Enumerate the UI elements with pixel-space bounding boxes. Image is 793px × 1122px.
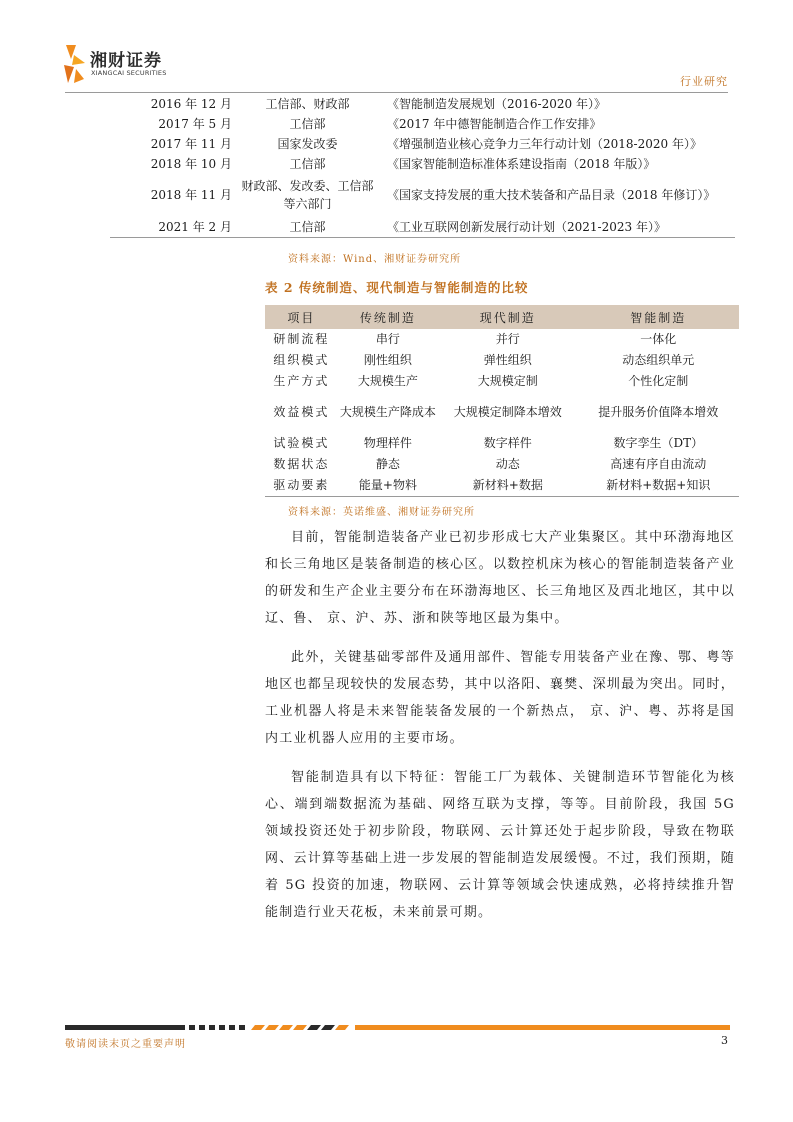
cell-doc: 《增强制造业核心竞争力三年行动计划（2018-2020 年）》 xyxy=(387,137,702,151)
cell-doc: 《国家智能制造标准体系建设指南（2018 年版）》 xyxy=(387,157,656,171)
table2-source: 资料来源：英诺维盛、湘财证券研究所 xyxy=(288,507,475,518)
table-row xyxy=(265,454,739,475)
brand-name-en: XIANGCAI SECURITIES xyxy=(91,69,167,77)
cell-item: 数据状态 xyxy=(273,457,330,471)
cell-dept: 工信部、财政部 xyxy=(265,97,350,111)
table2-title: 表 2 传统制造、现代制造与智能制造的比较 xyxy=(265,280,529,295)
table-row xyxy=(265,371,739,392)
header-divider xyxy=(65,92,728,93)
page-number: 3 xyxy=(721,1034,728,1047)
cell-modern: 弹性组织 xyxy=(483,353,532,367)
cell-item: 生产方式 xyxy=(273,374,330,388)
cell-doc: 《国家支持发展的重大技术装备和产品目录（2018 年修订）》 xyxy=(387,188,716,202)
cell-smart: 提升服务价值降本增效 xyxy=(598,405,719,419)
table-row xyxy=(110,216,735,238)
cell-date: 2021 年 2 月 xyxy=(110,216,240,238)
disclaimer-note: 敬请阅读末页之重要声明 xyxy=(65,1039,186,1050)
cell-traditional: 静态 xyxy=(375,457,400,471)
table-row xyxy=(265,392,739,433)
cell-modern: 并行 xyxy=(495,332,520,346)
cell-item: 试验模式 xyxy=(273,436,330,450)
policy-table xyxy=(110,94,735,238)
table-row xyxy=(265,350,739,371)
cell-modern: 数字样件 xyxy=(483,436,532,450)
cell-smart: 动态组织单元 xyxy=(622,353,695,367)
paragraph: 此外，关键基础零部件及通用部件、智能专用装备产业在豫、鄂、粤等地区也都呈现较快的发展态势，其中以洛阳、襄樊、深圳最为突出。同时，工业机器人将是未来智能装备发展的一个新热点， 京、沪、粤、苏将是国内工业机器人应用的主要市场。 xyxy=(265,650,735,746)
cell-item: 研制流程 xyxy=(273,332,330,346)
cell-doc: 《工业互联网创新发展行动计划（2021-2023 年）》 xyxy=(375,216,735,238)
body-text xyxy=(265,524,735,938)
comparison-table xyxy=(265,305,739,497)
cell-smart: 数字孪生（DT） xyxy=(613,436,704,450)
cell-doc: 《2017 年中德智能制造合作工作安排》 xyxy=(387,117,602,131)
paragraph: 目前，智能制造装备产业已初步形成七大产业集聚区。其中环渤海地区和长三角地区是装备制造的核心区。以数控机床为核心的智能制造装备产业的研发和生产企业主要分布在环渤海地区、长三角地区及西北地区，其中以辽、鲁、 京、沪、苏、浙和陕等地区最为集中。 xyxy=(265,530,735,626)
cell-smart: 一体化 xyxy=(640,332,677,346)
company-logo xyxy=(62,43,172,85)
table-row xyxy=(110,114,735,134)
table-row xyxy=(110,134,735,154)
cell-traditional: 串行 xyxy=(375,332,400,346)
cell-date: 2017 年 11 月 xyxy=(150,137,232,151)
cell-smart: 高速有序自由流动 xyxy=(610,457,707,471)
cell-date: 2018 年 10 月 xyxy=(150,157,232,171)
xiangcai-logo-icon xyxy=(62,43,86,85)
cell-item: 效益模式 xyxy=(273,405,330,419)
cell-smart: 新材料+数据+知识 xyxy=(578,475,739,497)
table-row xyxy=(110,174,735,216)
cell-dept: 工信部 xyxy=(289,117,326,131)
table-header-row xyxy=(265,305,739,329)
table-row xyxy=(265,329,739,350)
cell-traditional: 大规模生产 xyxy=(357,374,418,388)
header-cell: 项目 xyxy=(265,305,338,329)
table-row xyxy=(110,94,735,114)
cell-traditional: 物理样件 xyxy=(363,436,412,450)
table-row xyxy=(265,433,739,454)
cell-traditional: 刚性组织 xyxy=(363,353,412,367)
table-row xyxy=(110,154,735,174)
cell-modern: 动态 xyxy=(495,457,520,471)
cell-modern: 新材料+数据 xyxy=(438,475,577,497)
section-label: 行业研究 xyxy=(680,75,728,88)
header-cell: 现代制造 xyxy=(438,305,577,329)
cell-doc: 《智能制造发展规划（2016-2020 年）》 xyxy=(387,97,606,111)
cell-dept: 工信部 xyxy=(240,216,375,238)
cell-dept: 国家发改委 xyxy=(277,137,338,151)
cell-date: 2017 年 5 月 xyxy=(158,117,232,131)
cell-item: 组织模式 xyxy=(273,353,330,367)
table1-source: 资料来源：Wind、湘财证券研究所 xyxy=(288,254,462,265)
table-row xyxy=(265,475,739,497)
cell-traditional: 大规模生产降成本 xyxy=(339,405,436,419)
cell-date: 2018 年 11 月 xyxy=(150,188,232,202)
brand-name: 湘财证券 xyxy=(90,51,162,71)
paragraph: 智能制造具有以下特征：智能工厂为载体、关键制造环节智能化为核心、端到端数据流为基础、网络互联为支撑，等等。目前阶段，我国 5G 领域投资还处于初步阶段，物联网、云计算还处于起步阶段，导致在物联网、云计算等基础上进一步发展的智能制造发展缓慢。不过，我们预期，随着 5G 投资的加速，物联网、云计算等领域会快速成熟，必将持续推升智能制造行业天花板，未来前景可期。 xyxy=(265,770,735,920)
cell-dept: 工信部 xyxy=(289,157,326,171)
header-cell: 传统制造 xyxy=(338,305,438,329)
cell-modern: 大规模定制降本增效 xyxy=(453,405,562,419)
cell-traditional: 能量+物料 xyxy=(338,475,438,497)
cell-date: 2016 年 12 月 xyxy=(150,97,232,111)
header-cell: 智能制造 xyxy=(578,305,739,329)
cell-modern: 大规模定制 xyxy=(477,374,538,388)
cell-item: 驱动要素 xyxy=(265,475,338,497)
footer-decorative-bar xyxy=(65,1023,730,1030)
cell-dept: 财政部、发改委、工信部等六部门 xyxy=(241,179,374,211)
cell-smart: 个性化定制 xyxy=(628,374,689,388)
